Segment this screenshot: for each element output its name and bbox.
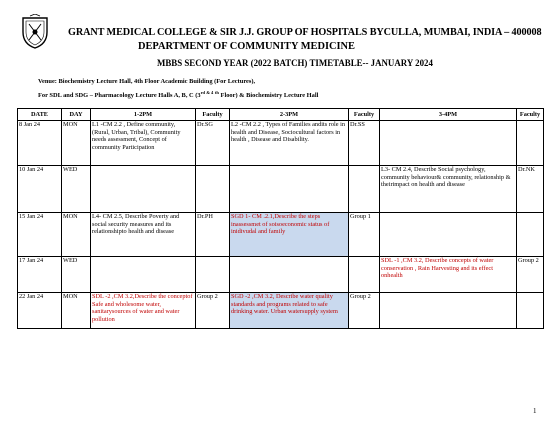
date-cell: 8 Jan 24 — [18, 121, 62, 166]
date-cell: 17 Jan 24 — [18, 257, 62, 293]
venue-line-lectures: Venue: Biochemistry Lecture Hall, 4th Floor Academic Building (For Lectures), — [38, 78, 256, 85]
faculty-3-cell: Dr.NK — [517, 166, 544, 213]
table-row — [18, 121, 544, 166]
session-1-2pm: L1 -CM 2.2 , Define community, (Rural, Urban, Tribal), Community needs assessment, Concept of community Participation — [91, 121, 196, 166]
faculty-2-cell — [349, 257, 380, 293]
table-row — [18, 213, 544, 257]
session-1-2pm: L4- CM 2.5, Describe Poverty and social security measures and its relationshipto health and disease — [91, 213, 196, 257]
page-number: 1 — [533, 407, 537, 415]
table-row — [18, 257, 544, 293]
timetable-title: MBBS SECOND YEAR (2022 BATCH) TIMETABLE-- JANUARY 2024 — [157, 58, 433, 68]
faculty-1-cell — [196, 166, 230, 213]
faculty-1-cell: Dr.SG — [196, 121, 230, 166]
faculty-1-cell: Dr.PH — [196, 213, 230, 257]
table-row — [18, 166, 544, 213]
table-row — [18, 293, 544, 329]
session-3-4pm — [380, 293, 517, 329]
faculty-3-cell: Group 2 — [517, 257, 544, 293]
faculty-3-cell — [517, 121, 544, 166]
column-header-faculty-1: Faculty — [196, 109, 230, 121]
session-3-4pm — [380, 121, 517, 166]
faculty-3-cell — [517, 213, 544, 257]
faculty-2-cell — [349, 166, 380, 213]
session-1-2pm: SDL -2 ,CM 3.2,Describe the conceptof Safe and wholesome water, sanitarysources of water and water pollution — [91, 293, 196, 329]
college-crest-logo — [20, 14, 50, 50]
timetable-header-row — [18, 109, 544, 121]
session-2-3pm: SGD -2 ,CM 3.2, Describe water quality standards and programs related to safe drinking water. Urban watersupply system — [230, 293, 349, 329]
column-header-date: DATE — [18, 109, 62, 121]
session-2-3pm — [230, 257, 349, 293]
day-cell: MON — [62, 293, 91, 329]
session-3-4pm: L3- CM 2.4, Describe Social psychology, community behaviour& community, relationship & theirimpact on health and disease — [380, 166, 517, 213]
department-title: DEPARTMENT OF COMMUNITY MEDICINE — [138, 41, 355, 52]
session-2-3pm: SGD 1- CM .2.1,Describe the steps inassessmet of soisoeconomic status of inidivudal and family — [230, 213, 349, 257]
faculty-2-cell: Group 2 — [349, 293, 380, 329]
session-3-4pm: SDL -1 ,CM 3.2, Describe concepts of water conservation , Rain Harvesting and its effect onhealth — [380, 257, 517, 293]
date-cell: 15 Jan 24 — [18, 213, 62, 257]
day-cell: WED — [62, 257, 91, 293]
session-3-4pm — [380, 213, 517, 257]
faculty-1-cell — [196, 257, 230, 293]
venue-line-sdl-sdg: For SDL and SDG – Pharmacology Lecture Halls A, B, C ($3^{rd \& 4}$ $^{th}$ Floor) & Biochemistry Lecture Hall — [38, 90, 319, 100]
session-1-2pm — [91, 257, 196, 293]
date-cell: 22 Jan 24 — [18, 293, 62, 329]
faculty-1-cell: Group 2 — [196, 293, 230, 329]
session-1-2pm — [91, 166, 196, 213]
day-cell: MON — [62, 121, 91, 166]
college-title: GRANT MEDICAL COLLEGE & SIR J.J. GROUP OF HOSPITALS BYCULLA, MUMBAI, INDIA – 400008 — [68, 27, 542, 38]
timetable — [17, 108, 544, 329]
faculty-2-cell: Group 1 — [349, 213, 380, 257]
column-header-slot-3-4pm: 3-4PM — [380, 109, 517, 121]
day-cell: WED — [62, 166, 91, 213]
day-cell: MON — [62, 213, 91, 257]
faculty-3-cell — [517, 293, 544, 329]
session-2-3pm: L2 -CM 2.2 , Types of Families andits role in health and Disease, Sociocultural factors in health , Disease and Disability. — [230, 121, 349, 166]
column-header-day: DAY — [62, 109, 91, 121]
column-header-slot-2-3pm: 2-3PM — [230, 109, 349, 121]
date-cell: 10 Jan 24 — [18, 166, 62, 213]
session-2-3pm — [230, 166, 349, 213]
column-header-faculty-3: Faculty — [517, 109, 544, 121]
column-header-slot-1-2pm: 1-2PM — [91, 109, 196, 121]
faculty-2-cell: Dr.SS — [349, 121, 380, 166]
column-header-faculty-2: Faculty — [349, 109, 380, 121]
